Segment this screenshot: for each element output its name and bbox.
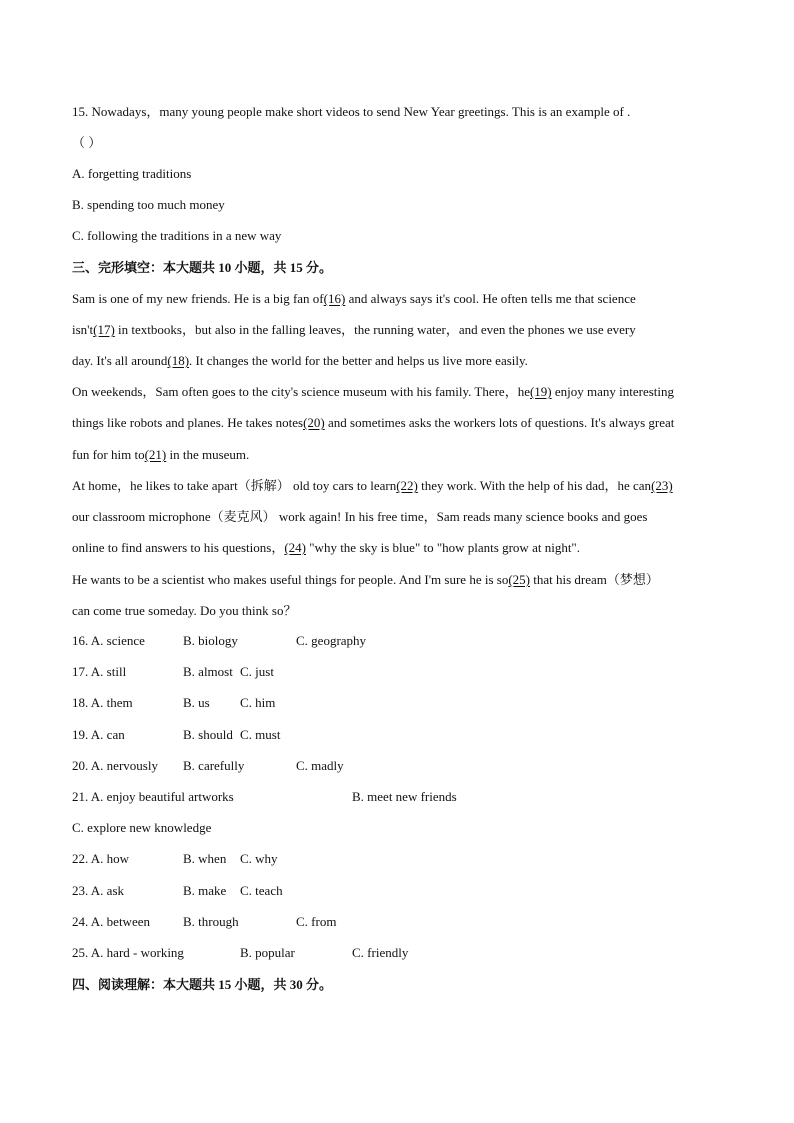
- q19-option-b: B. should: [183, 727, 233, 742]
- q20-option-b: B. carefully: [183, 758, 245, 773]
- passage-line-11: can come true someday. Do you think so？: [72, 603, 297, 618]
- q23-option-a: 23. A. ask: [72, 883, 124, 898]
- passage-line-3: day. It's all around(18). It changes the world for the better and helps us live more easily.: [72, 353, 528, 368]
- blank-22: (22): [396, 478, 418, 493]
- q17-option-b: B. almost: [183, 664, 233, 679]
- q18-option-a: 18. A. them: [72, 695, 133, 710]
- blank-17: (17): [93, 322, 115, 337]
- blank-24: (24): [284, 540, 306, 555]
- blank-23: (23): [651, 478, 673, 493]
- q20-option-a: 20. A. nervously: [72, 758, 158, 773]
- passage-line-10: He wants to be a scientist who makes useful things for people. And I'm sure he is so(25) that his dream（梦想）: [72, 572, 659, 587]
- q15-option-c: C. following the traditions in a new way: [72, 228, 282, 243]
- q22-option-a: 22. A. how: [72, 851, 130, 866]
- q19-option-c: C. must: [240, 727, 281, 742]
- q22-option-c: C. why: [240, 851, 278, 866]
- q21-option-a: 21. A. enjoy beautiful artworks: [72, 789, 234, 804]
- passage-line-8: our classroom microphone（麦克风） work again! In his free time，Sam reads many science books and goes: [72, 509, 648, 524]
- q17-option-a: 17. A. still: [72, 664, 127, 679]
- q25-option-b: B. popular: [240, 945, 295, 960]
- q23-option-b: B. make: [183, 883, 227, 898]
- q16-option-c: C. geography: [296, 633, 367, 648]
- q18-option-c: C. him: [240, 695, 276, 710]
- q24-option-a: 24. A. between: [72, 914, 150, 929]
- q20-option-c: C. madly: [296, 758, 344, 773]
- q22-option-b: B. when: [183, 851, 227, 866]
- passage-line-9: online to find answers to his questions，(24) "why the sky is blue" to "how plants grow at night".: [72, 540, 580, 555]
- question-15-stem: 15. Nowadays，many young people make short videos to send New Year greetings. This is an example of .: [72, 104, 631, 119]
- q18-option-b: B. us: [183, 695, 210, 710]
- passage-line-1: Sam is one of my new friends. He is a big fan of(16) and always says it's cool. He often tells me that science: [72, 291, 636, 306]
- q16-option-b: B. biology: [183, 633, 238, 648]
- blank-21: (21): [144, 447, 167, 462]
- blank-16: (16): [323, 291, 346, 306]
- blank-19: (19): [529, 384, 552, 399]
- passage-line-2: isn't(17) in textbooks，but also in the falling leaves，the running water，and even the phones we use every: [72, 322, 636, 337]
- blank-25: (25): [508, 572, 530, 587]
- q21-option-c: C. explore new knowledge: [72, 820, 212, 835]
- passage-line-6: fun for him to(21) in the museum.: [72, 447, 250, 462]
- q25-option-a: 25. A. hard - working: [72, 945, 184, 960]
- q24-option-c: C. from: [296, 914, 337, 929]
- q16-option-a: 16. A. science: [72, 633, 145, 648]
- passage-line-5: things like robots and planes. He takes notes(20) and sometimes asks the workers lots of questions. It's always great: [72, 415, 675, 430]
- blank-18: (18): [167, 353, 190, 368]
- q25-option-c: C. friendly: [352, 945, 409, 960]
- section-3-heading: 三、完形填空：本大题共 10 小题，共 15 分。: [72, 260, 333, 275]
- q19-option-a: 19. A. can: [72, 727, 125, 742]
- q21-option-b: B. meet new friends: [352, 789, 457, 804]
- section-4-heading: 四、阅读理解：本大题共 15 小题，共 30 分。: [72, 977, 333, 992]
- q24-option-b: B. through: [183, 914, 239, 929]
- q23-option-c: C. teach: [240, 883, 283, 898]
- blank-20: (20): [303, 415, 325, 430]
- passage-line-4: On weekends，Sam often goes to the city's science museum with his family. There，he(19) enjoy many interesting: [72, 384, 675, 399]
- q17-option-c: C. just: [240, 664, 274, 679]
- q15-option-a: A. forgetting traditions: [72, 166, 192, 181]
- answer-paren: （ ）: [72, 135, 102, 150]
- passage-line-7: At home，he likes to take apart（拆解） old toy cars to learn(22) they work. With the help of his dad，he can(23): [72, 478, 673, 493]
- q15-option-b: B. spending too much money: [72, 197, 225, 212]
